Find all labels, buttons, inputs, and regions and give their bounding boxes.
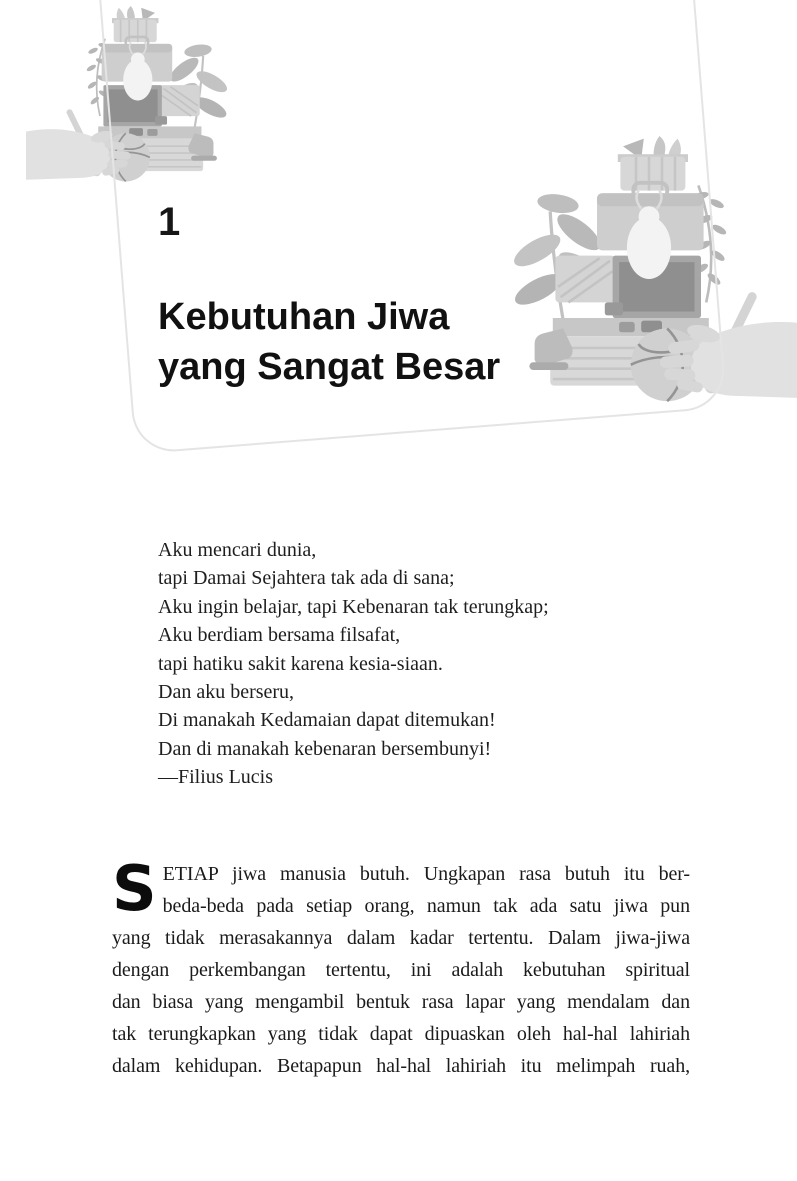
epigraph-line: Aku mencari dunia, <box>158 539 317 561</box>
body-line: dan biasa yang mengambil bentuk rasa lapar yang mendalam dan <box>112 991 690 1013</box>
drop-cap: S <box>112 852 157 925</box>
body-line: tak terungkapkan yang tidak dapat dipuaskan oleh hal-hal lahiriah <box>112 1023 690 1045</box>
chapter-title-line-1: Kebutuhan Jiwa <box>158 296 450 338</box>
epigraph-line: tapi hatiku sakit karena kesia-siaan. <box>158 652 443 675</box>
body-line: ETIAP jiwa manusia butuh. Ungkapan rasa butuh itu ber- <box>162 863 690 885</box>
epigraph-line: Dan di manakah kebenaran bersembunyi! <box>158 737 492 760</box>
chapter-title-line-2: yang Sangat Besar <box>158 346 501 388</box>
body-line: dengan perkembangan tertentu, ini adalah kebutuhan spiritual <box>112 959 690 981</box>
body-line: beda-beda pada setiap orang, namun tak ada satu jiwa pun <box>162 895 690 917</box>
epigraph-line: Dan aku berseru, <box>158 681 295 704</box>
epigraph-poem <box>158 536 678 792</box>
body-line: yang tidak merasakannya dalam kadar tertentu. Dalam jiwa-jiwa <box>112 927 690 949</box>
epigraph-attribution: —Filius Lucis <box>158 766 274 789</box>
epigraph-line: tapi Damai Sejahtera tak ada di sana; <box>158 567 455 590</box>
epigraph-line: Di manakah Kedamaian dapat ditemukan! <box>158 709 496 732</box>
epigraph-line: Aku ingin belajar, tapi Kebenaran tak terungkap; <box>158 595 549 618</box>
epigraph-line: Aku berdiam bersama filsafat, <box>158 624 401 647</box>
chapter-number: 1 <box>158 200 181 244</box>
body-paragraph <box>112 852 690 1082</box>
body-line: dalam kehidupan. Betapapun hal-hal lahiriah itu melimpah ruah, <box>112 1055 690 1077</box>
chapter-title <box>158 292 500 392</box>
